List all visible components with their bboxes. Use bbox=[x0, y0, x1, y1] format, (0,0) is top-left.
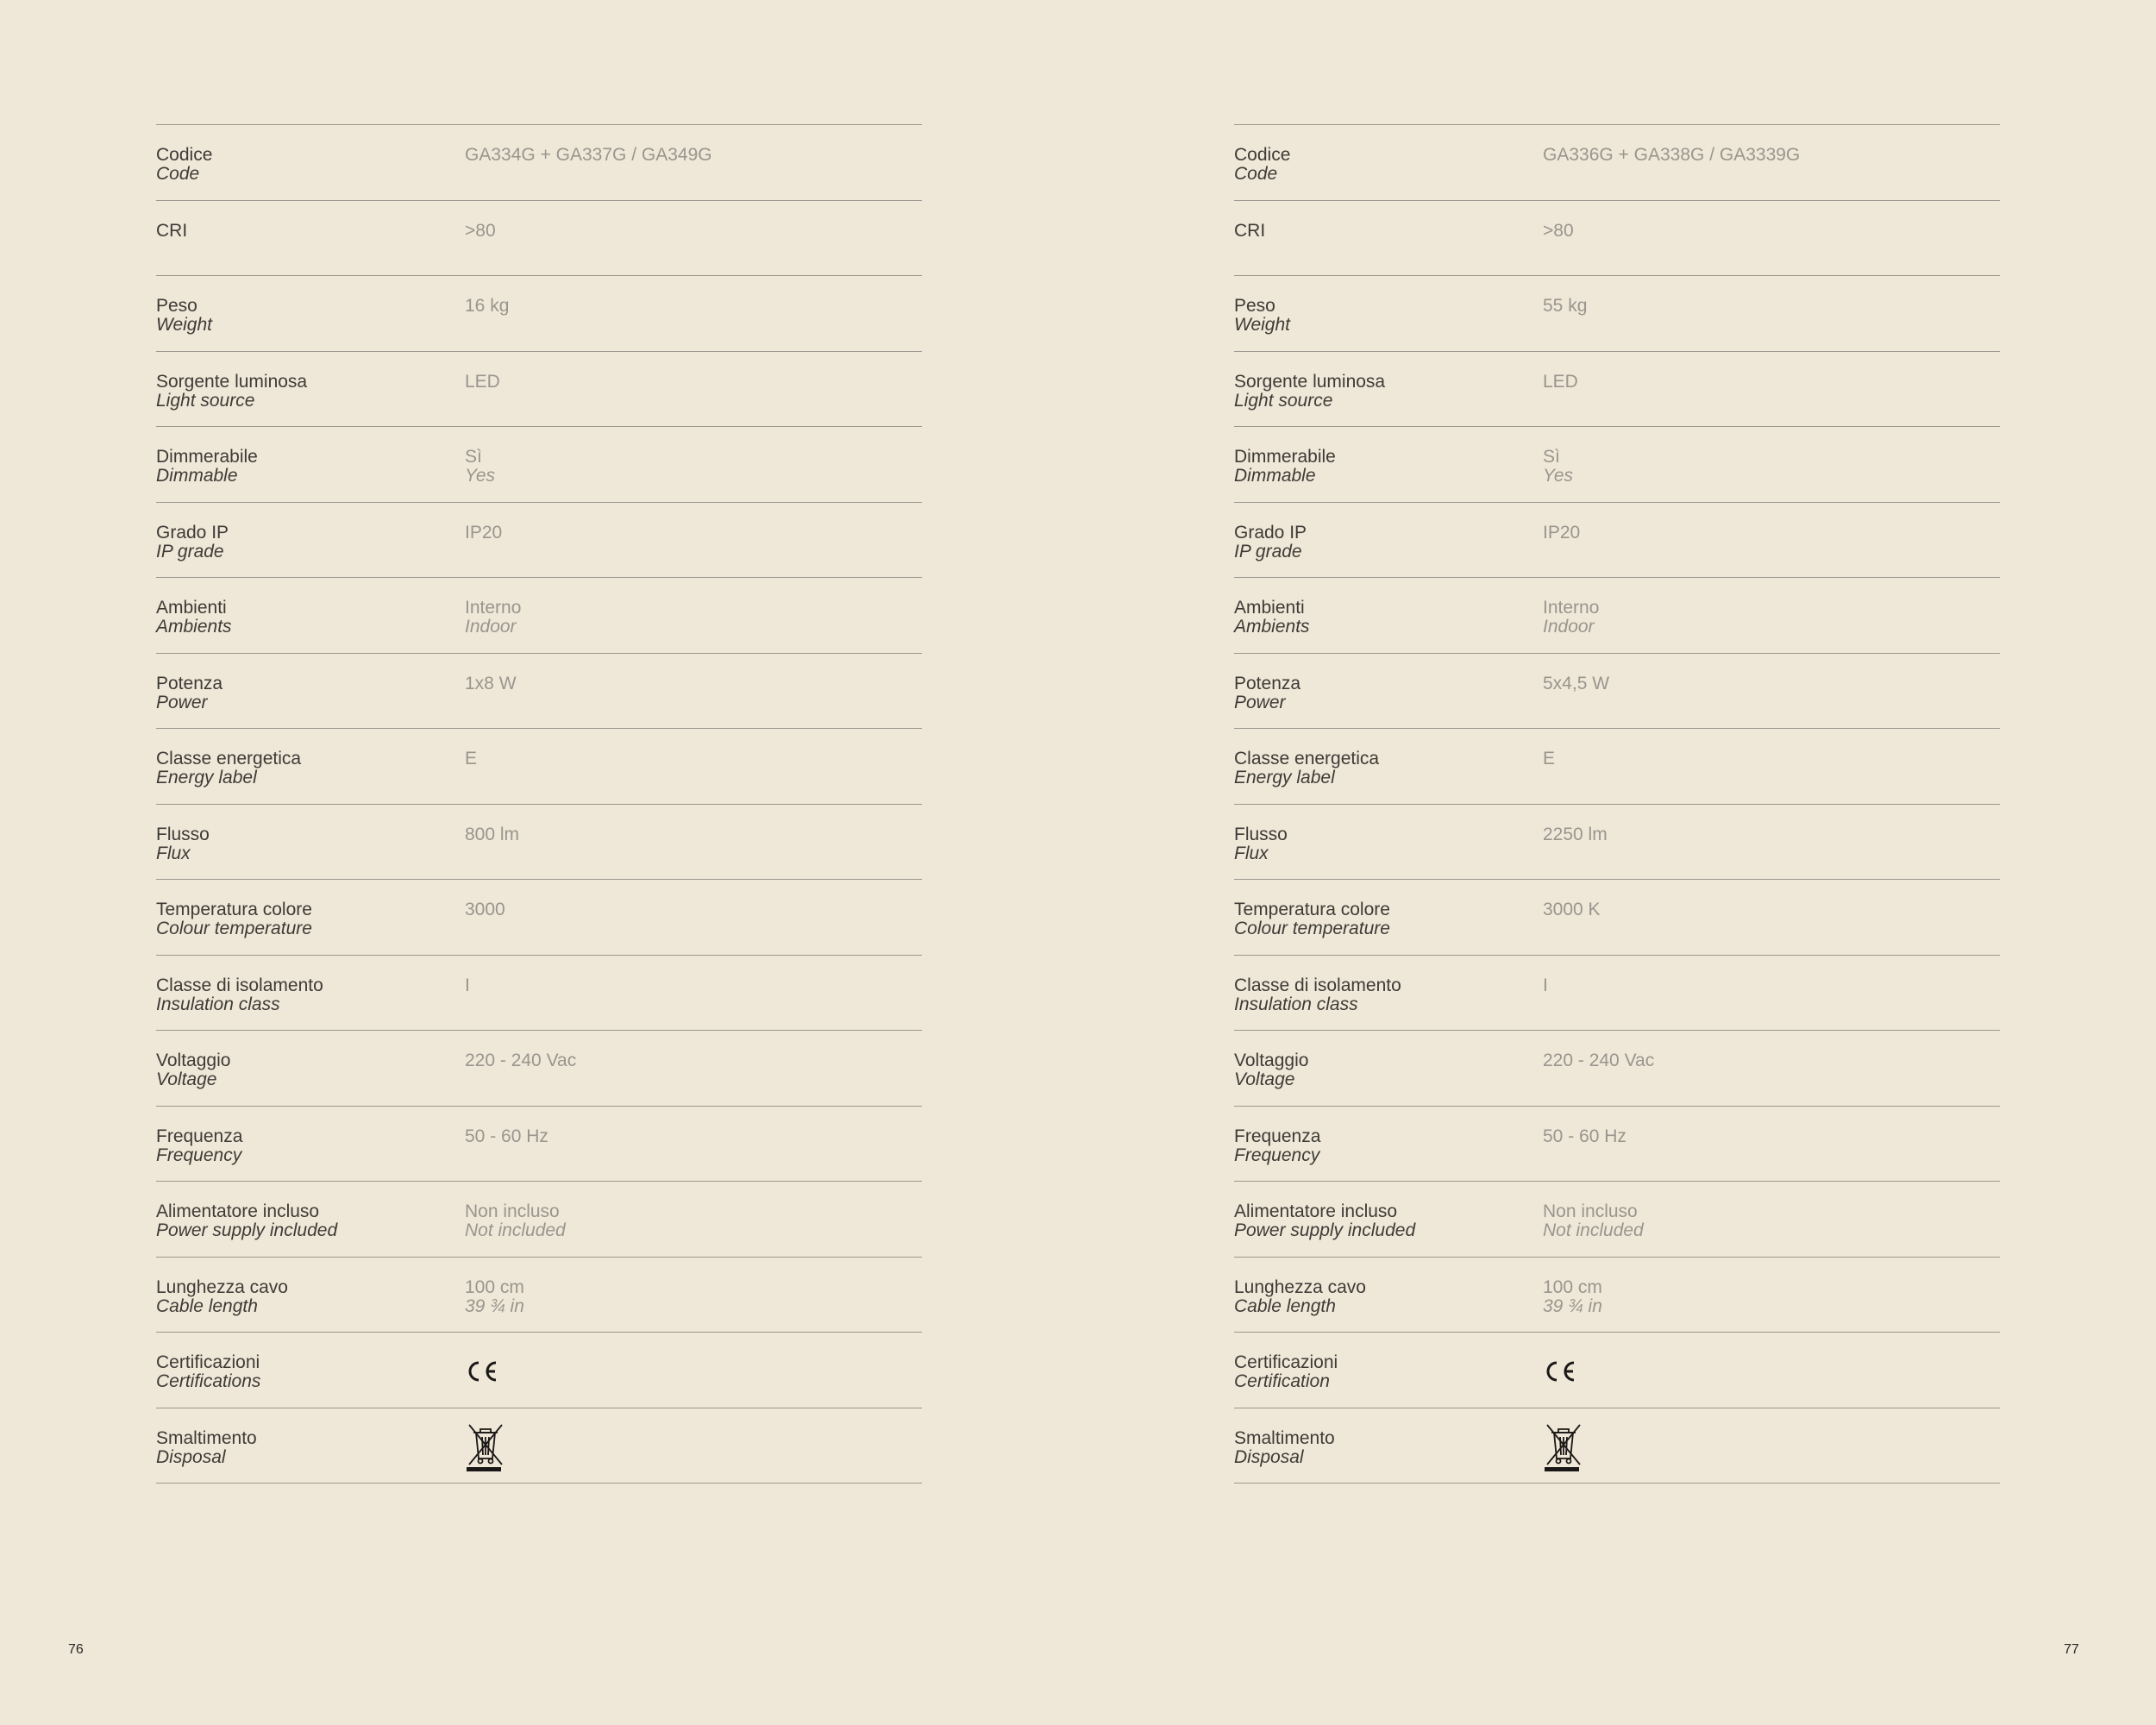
value-italian: Sì bbox=[465, 447, 482, 467]
label-italian: Frequenza bbox=[1234, 1126, 1321, 1146]
spec-row-lunghezza-cavo bbox=[1234, 1258, 2000, 1333]
label-italian: Sorgente luminosa bbox=[1234, 371, 1386, 392]
ce-mark-icon bbox=[465, 1358, 499, 1384]
spec-row-cri bbox=[1234, 201, 2000, 277]
label-english: Colour temperature bbox=[156, 919, 312, 938]
spec-label bbox=[1234, 1107, 1543, 1182]
spec-row-flusso bbox=[156, 805, 922, 881]
spec-label bbox=[156, 201, 465, 276]
page-number-right: 77 bbox=[2064, 1642, 2079, 1657]
value-english: Not included bbox=[1543, 1220, 1644, 1240]
spec-row-temperatura-colore bbox=[156, 880, 922, 956]
label-english: Flux bbox=[1234, 843, 1269, 863]
spec-label bbox=[156, 503, 465, 578]
label-italian: Codice bbox=[1234, 145, 1291, 165]
spec-value bbox=[1543, 1408, 2000, 1484]
label-english: Power supply included bbox=[1234, 1220, 1416, 1240]
label-italian: Peso bbox=[156, 296, 197, 316]
spec-row-codice bbox=[1234, 125, 2000, 201]
value-italian: IP20 bbox=[1543, 522, 1581, 543]
spec-value bbox=[1543, 1107, 2000, 1182]
label-italian: Voltaggio bbox=[1234, 1051, 1309, 1070]
label-italian: Smaltimento bbox=[156, 1427, 257, 1448]
label-english: Colour temperature bbox=[1234, 919, 1390, 938]
label-english: Light source bbox=[156, 390, 255, 411]
spec-value bbox=[465, 1258, 922, 1333]
label-english: Power supply included bbox=[156, 1220, 338, 1240]
spec-row-voltaggio bbox=[156, 1031, 922, 1107]
label-italian: Lunghezza cavo bbox=[1234, 1276, 1366, 1297]
value-italian: 16 kg bbox=[465, 296, 510, 316]
spec-value bbox=[465, 503, 922, 578]
label-italian: Ambienti bbox=[1234, 598, 1305, 618]
value-italian: 50 - 60 Hz bbox=[1543, 1126, 1626, 1146]
spec-label bbox=[156, 805, 465, 880]
label-english: Energy label bbox=[1234, 768, 1335, 787]
label-english: Disposal bbox=[1234, 1446, 1304, 1467]
spec-table-left bbox=[156, 124, 922, 1484]
spec-value bbox=[465, 1408, 922, 1484]
spec-row-classe-di-isolamento bbox=[156, 956, 922, 1032]
spec-value bbox=[465, 729, 922, 804]
spec-value bbox=[1543, 578, 2000, 653]
label-italian: Voltaggio bbox=[156, 1051, 231, 1070]
spec-label bbox=[156, 1031, 465, 1106]
label-italian: Certificazioni bbox=[1234, 1352, 1338, 1372]
spec-label bbox=[156, 578, 465, 653]
value-italian: 800 lm bbox=[465, 824, 520, 844]
value-italian: Interno bbox=[1543, 598, 1600, 618]
value-english: Yes bbox=[1543, 466, 1574, 486]
label-italian: Peso bbox=[1234, 296, 1275, 316]
spec-value bbox=[465, 1182, 922, 1257]
spec-row-voltaggio bbox=[1234, 1031, 2000, 1107]
value-italian: >80 bbox=[1543, 220, 1574, 241]
spec-row-certificazioni bbox=[1234, 1333, 2000, 1408]
value-italian: I bbox=[465, 975, 470, 995]
spec-label bbox=[156, 1408, 465, 1484]
spec-label bbox=[156, 1258, 465, 1333]
spec-label bbox=[156, 956, 465, 1031]
label-english: Power bbox=[1234, 692, 1286, 712]
label-italian: Alimentatore incluso bbox=[156, 1201, 320, 1221]
spec-label bbox=[1234, 1258, 1543, 1333]
spec-value bbox=[465, 805, 922, 880]
label-english: Insulation class bbox=[156, 994, 280, 1014]
value-italian: GA334G + GA337G / GA349G bbox=[465, 145, 712, 165]
spec-value bbox=[465, 1031, 922, 1106]
spec-row-frequenza bbox=[1234, 1107, 2000, 1182]
label-italian: Codice bbox=[156, 145, 213, 165]
spec-row-certificazioni bbox=[156, 1333, 922, 1408]
label-english: Cable length bbox=[156, 1295, 258, 1316]
spec-label bbox=[1234, 352, 1543, 427]
spec-label bbox=[156, 880, 465, 955]
spec-row-classe-energetica bbox=[1234, 729, 2000, 805]
spec-value bbox=[1543, 805, 2000, 880]
spec-label bbox=[1234, 654, 1543, 729]
spec-row-classe-energetica bbox=[156, 729, 922, 805]
label-italian: Frequenza bbox=[156, 1126, 243, 1146]
value-italian: 55 kg bbox=[1543, 296, 1588, 316]
label-english: Voltage bbox=[1234, 1070, 1295, 1089]
spec-value bbox=[1543, 276, 2000, 351]
spec-row-temperatura-colore bbox=[1234, 880, 2000, 956]
label-italian: Dimmerabile bbox=[156, 447, 258, 467]
spec-label bbox=[1234, 427, 1543, 502]
label-english: Frequency bbox=[156, 1145, 242, 1165]
spec-label bbox=[1234, 729, 1543, 804]
spec-row-lunghezza-cavo bbox=[156, 1258, 922, 1333]
spec-row-sorgente-luminosa bbox=[1234, 352, 2000, 428]
value-italian: 3000 bbox=[465, 900, 505, 919]
spec-label bbox=[1234, 1182, 1543, 1257]
label-italian: Flusso bbox=[156, 824, 210, 844]
label-english: Ambients bbox=[156, 617, 232, 637]
label-italian: CRI bbox=[1234, 220, 1266, 241]
label-english: Certification bbox=[1234, 1371, 1330, 1391]
spec-row-smaltimento bbox=[1234, 1408, 2000, 1484]
spec-row-codice bbox=[156, 125, 922, 201]
label-italian: Lunghezza cavo bbox=[156, 1276, 288, 1297]
spec-value bbox=[1543, 1031, 2000, 1106]
value-english: Not included bbox=[465, 1220, 566, 1240]
label-english: Cable length bbox=[1234, 1295, 1336, 1316]
label-italian: Temperatura colore bbox=[1234, 900, 1390, 919]
value-italian: IP20 bbox=[465, 522, 503, 543]
label-english: Weight bbox=[156, 315, 212, 335]
value-english: 39 ¾ in bbox=[1543, 1295, 1602, 1316]
value-italian: 220 - 240 Vac bbox=[1543, 1051, 1655, 1070]
label-italian: CRI bbox=[156, 220, 188, 241]
value-italian: E bbox=[1543, 749, 1556, 768]
label-english: Frequency bbox=[1234, 1145, 1320, 1165]
value-italian: 50 - 60 Hz bbox=[465, 1126, 548, 1146]
label-italian: Grado IP bbox=[156, 522, 229, 543]
spec-row-ambienti bbox=[156, 578, 922, 654]
spec-label bbox=[1234, 1333, 1543, 1408]
spec-row-dimmerabile bbox=[156, 427, 922, 503]
spec-row-grado-ip bbox=[1234, 503, 2000, 579]
label-italian: Ambienti bbox=[156, 598, 227, 618]
spec-row-grado-ip bbox=[156, 503, 922, 579]
label-italian: Classe energetica bbox=[156, 749, 302, 768]
spec-value bbox=[1543, 729, 2000, 804]
spec-row-potenza bbox=[1234, 654, 2000, 730]
spec-label bbox=[1234, 1031, 1543, 1106]
label-english: Power bbox=[156, 692, 208, 712]
label-english: Voltage bbox=[156, 1070, 217, 1089]
spec-value bbox=[465, 125, 922, 200]
spec-value bbox=[465, 956, 922, 1031]
spec-row-classe-di-isolamento bbox=[1234, 956, 2000, 1032]
label-english: Weight bbox=[1234, 315, 1290, 335]
spec-label bbox=[1234, 805, 1543, 880]
spec-value bbox=[1543, 201, 2000, 276]
value-italian: GA336G + GA338G / GA3339G bbox=[1543, 145, 1801, 165]
spec-value bbox=[465, 578, 922, 653]
spec-value bbox=[465, 276, 922, 351]
value-italian: 3000 K bbox=[1543, 900, 1601, 919]
spec-row-dimmerabile bbox=[1234, 427, 2000, 503]
value-italian: LED bbox=[1543, 371, 1578, 392]
label-english: Flux bbox=[156, 843, 191, 863]
ce-mark-icon bbox=[1543, 1358, 1577, 1384]
spec-value bbox=[1543, 1333, 2000, 1408]
value-italian: 100 cm bbox=[465, 1276, 524, 1297]
label-italian: Certificazioni bbox=[156, 1352, 260, 1372]
spec-value bbox=[465, 427, 922, 502]
value-english: Indoor bbox=[465, 617, 517, 637]
page-number-left: 76 bbox=[68, 1642, 84, 1657]
spec-label bbox=[1234, 880, 1543, 955]
label-italian: Potenza bbox=[156, 673, 223, 693]
spec-label bbox=[1234, 578, 1543, 653]
spec-label bbox=[156, 276, 465, 351]
weee-disposal-icon bbox=[1543, 1421, 1581, 1472]
value-italian: 1x8 W bbox=[465, 673, 517, 693]
spec-row-alimentatore-incluso bbox=[1234, 1182, 2000, 1258]
value-italian: LED bbox=[465, 371, 500, 392]
value-italian: 220 - 240 Vac bbox=[465, 1051, 577, 1070]
spec-row-alimentatore-incluso bbox=[156, 1182, 922, 1258]
label-english: Light source bbox=[1234, 390, 1333, 411]
spec-label bbox=[156, 427, 465, 502]
label-italian: Sorgente luminosa bbox=[156, 371, 308, 392]
spec-value bbox=[1543, 654, 2000, 729]
spec-row-smaltimento bbox=[156, 1408, 922, 1484]
spec-row-peso bbox=[1234, 276, 2000, 352]
spec-label bbox=[156, 1182, 465, 1257]
spec-label bbox=[1234, 125, 1543, 200]
spec-label bbox=[1234, 503, 1543, 578]
spec-value bbox=[1543, 503, 2000, 578]
spec-value bbox=[1543, 1182, 2000, 1257]
label-italian: Potenza bbox=[1234, 673, 1301, 693]
label-english: IP grade bbox=[1234, 541, 1302, 561]
spec-row-peso bbox=[156, 276, 922, 352]
value-italian: E bbox=[465, 749, 478, 768]
spec-row-flusso bbox=[1234, 805, 2000, 881]
label-italian: Classe energetica bbox=[1234, 749, 1380, 768]
label-english: Code bbox=[1234, 164, 1278, 184]
spec-value bbox=[465, 654, 922, 729]
value-italian: Non incluso bbox=[465, 1201, 560, 1221]
value-italian: Interno bbox=[465, 598, 522, 618]
spec-row-cri bbox=[156, 201, 922, 277]
label-english: IP grade bbox=[156, 541, 224, 561]
label-italian: Classe di isolamento bbox=[1234, 975, 1401, 995]
label-italian: Smaltimento bbox=[1234, 1427, 1335, 1448]
value-italian: Sì bbox=[1543, 447, 1560, 467]
value-italian: 5x4,5 W bbox=[1543, 673, 1610, 693]
value-italian: 100 cm bbox=[1543, 1276, 1602, 1297]
label-english: Dimmable bbox=[1234, 466, 1316, 486]
label-italian: Temperatura colore bbox=[156, 900, 312, 919]
spec-value bbox=[465, 880, 922, 955]
spec-label bbox=[156, 729, 465, 804]
value-english: Yes bbox=[465, 466, 496, 486]
spec-value bbox=[1543, 956, 2000, 1031]
spec-row-potenza bbox=[156, 654, 922, 730]
spec-row-sorgente-luminosa bbox=[156, 352, 922, 428]
spec-row-frequenza bbox=[156, 1107, 922, 1182]
label-italian: Grado IP bbox=[1234, 522, 1307, 543]
spec-row-ambienti bbox=[1234, 578, 2000, 654]
weee-disposal-icon bbox=[465, 1421, 503, 1472]
label-english: Certifications bbox=[156, 1371, 261, 1391]
label-italian: Flusso bbox=[1234, 824, 1288, 844]
value-english: Indoor bbox=[1543, 617, 1595, 637]
spec-value bbox=[1543, 880, 2000, 955]
spec-label bbox=[1234, 201, 1543, 276]
value-italian: I bbox=[1543, 975, 1548, 995]
label-english: Dimmable bbox=[156, 466, 238, 486]
value-italian: >80 bbox=[465, 220, 496, 241]
spec-label bbox=[1234, 956, 1543, 1031]
label-italian: Alimentatore incluso bbox=[1234, 1201, 1398, 1221]
spec-label bbox=[156, 1107, 465, 1182]
spec-value bbox=[1543, 1258, 2000, 1333]
label-english: Insulation class bbox=[1234, 994, 1358, 1014]
label-italian: Classe di isolamento bbox=[156, 975, 323, 995]
spec-value bbox=[1543, 427, 2000, 502]
label-english: Code bbox=[156, 164, 200, 184]
spec-value bbox=[465, 1333, 922, 1408]
spec-label bbox=[1234, 1408, 1543, 1484]
label-english: Disposal bbox=[156, 1446, 226, 1467]
spec-label bbox=[156, 1333, 465, 1408]
spec-value bbox=[465, 352, 922, 427]
spec-label bbox=[156, 654, 465, 729]
spec-value bbox=[1543, 352, 2000, 427]
label-italian: Dimmerabile bbox=[1234, 447, 1336, 467]
value-italian: 2250 lm bbox=[1543, 824, 1608, 844]
spec-label bbox=[156, 125, 465, 200]
spec-value bbox=[465, 1107, 922, 1182]
spec-value bbox=[465, 201, 922, 276]
spec-label bbox=[156, 352, 465, 427]
spec-value bbox=[1543, 125, 2000, 200]
spec-table-right bbox=[1234, 124, 2000, 1484]
value-italian: Non incluso bbox=[1543, 1201, 1638, 1221]
value-english: 39 ¾ in bbox=[465, 1295, 524, 1316]
label-english: Energy label bbox=[156, 768, 257, 787]
spec-label bbox=[1234, 276, 1543, 351]
label-english: Ambients bbox=[1234, 617, 1310, 637]
